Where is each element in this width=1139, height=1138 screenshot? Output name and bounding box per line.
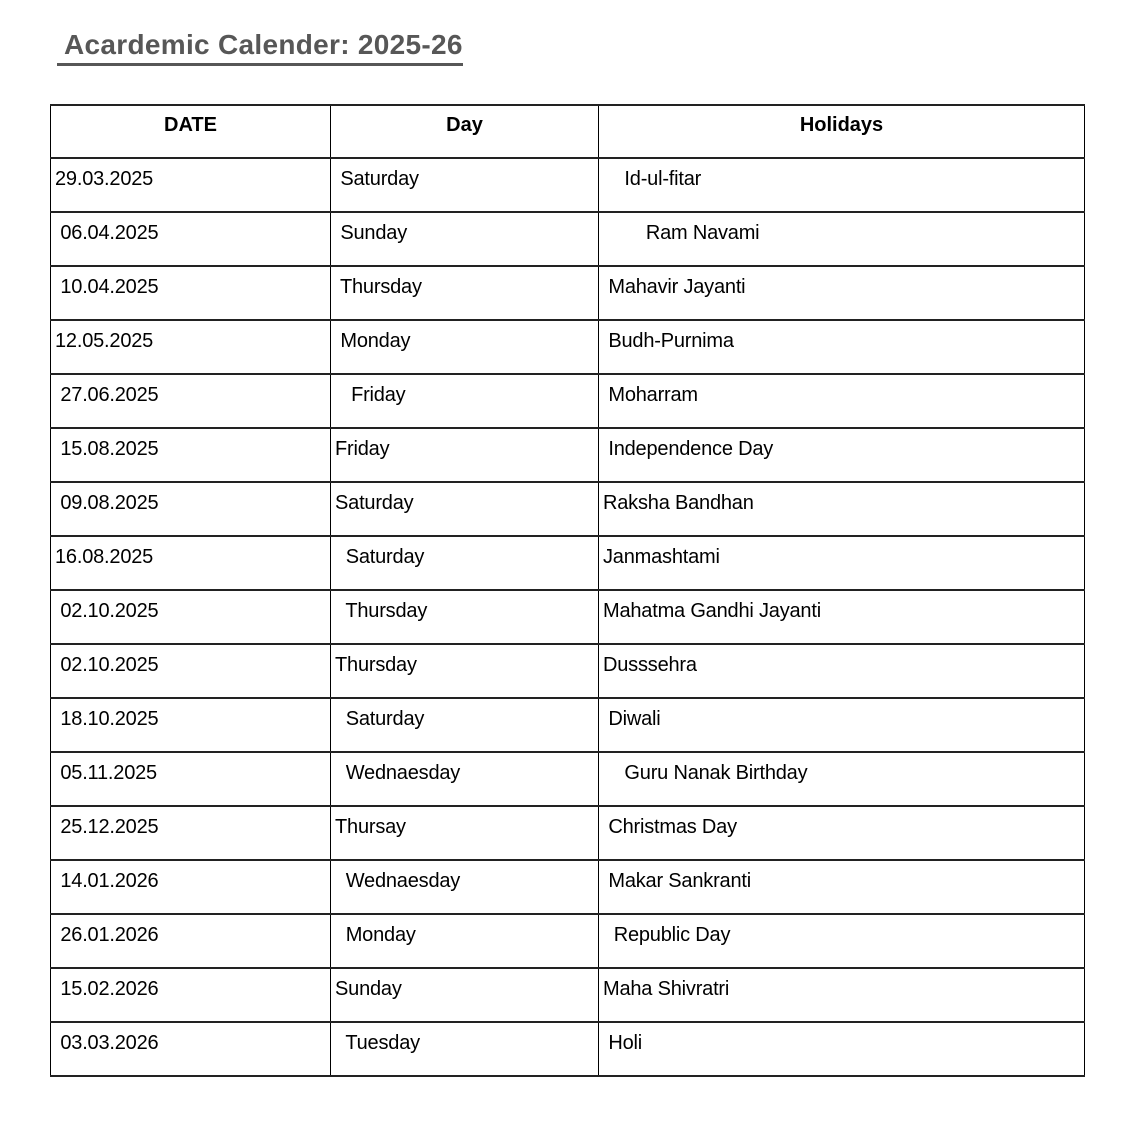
day-cell: Tuesday — [331, 1022, 599, 1076]
holiday-cell: Raksha Bandhan — [599, 482, 1085, 536]
date-cell: 15.08.2025 — [51, 428, 331, 482]
table-row — [51, 374, 1085, 428]
holiday-table-body — [51, 158, 1085, 1076]
page-title: Acardemic Calender: 2025-26 — [57, 28, 463, 66]
column-header-holidays: Holidays — [599, 105, 1085, 158]
day-cell: Sunday — [331, 212, 599, 266]
table-row — [51, 590, 1085, 644]
table-row — [51, 158, 1085, 212]
day-cell: Wednaesday — [331, 860, 599, 914]
day-cell: Thursday — [331, 590, 599, 644]
date-cell: 02.10.2025 — [51, 590, 331, 644]
day-cell: Thursday — [331, 266, 599, 320]
table-row — [51, 266, 1085, 320]
table-row — [51, 806, 1085, 860]
holiday-cell: Holi — [599, 1022, 1085, 1076]
day-cell: Saturday — [331, 536, 599, 590]
date-cell: 02.10.2025 — [51, 644, 331, 698]
date-cell: 05.11.2025 — [51, 752, 331, 806]
holiday-cell: Dusssehra — [599, 644, 1085, 698]
day-cell: Sunday — [331, 968, 599, 1022]
column-header-day: Day — [331, 105, 599, 158]
table-row — [51, 968, 1085, 1022]
header-row — [51, 105, 1085, 158]
date-cell: 06.04.2025 — [51, 212, 331, 266]
holiday-cell: Christmas Day — [599, 806, 1085, 860]
holiday-cell: Mahavir Jayanti — [599, 266, 1085, 320]
holiday-cell: Guru Nanak Birthday — [599, 752, 1085, 806]
table-row — [51, 644, 1085, 698]
date-cell: 15.02.2026 — [51, 968, 331, 1022]
day-cell: Wednaesday — [331, 752, 599, 806]
table-row — [51, 212, 1085, 266]
day-cell: Monday — [331, 914, 599, 968]
holiday-cell: Independence Day — [599, 428, 1085, 482]
day-cell: Friday — [331, 428, 599, 482]
holiday-cell: Budh-Purnima — [599, 320, 1085, 374]
table-row — [51, 698, 1085, 752]
date-cell: 16.08.2025 — [51, 536, 331, 590]
holiday-cell: Ram Navami — [599, 212, 1085, 266]
holiday-table — [50, 104, 1085, 1077]
holiday-cell: Republic Day — [599, 914, 1085, 968]
table-row — [51, 428, 1085, 482]
table-row — [51, 860, 1085, 914]
date-cell: 29.03.2025 — [51, 158, 331, 212]
date-cell: 10.04.2025 — [51, 266, 331, 320]
date-cell: 12.05.2025 — [51, 320, 331, 374]
holiday-cell: Diwali — [599, 698, 1085, 752]
day-cell: Thursday — [331, 644, 599, 698]
day-cell: Saturday — [331, 482, 599, 536]
day-cell: Saturday — [331, 158, 599, 212]
holiday-cell: Janmashtami — [599, 536, 1085, 590]
holiday-cell: Moharram — [599, 374, 1085, 428]
holiday-cell: Makar Sankranti — [599, 860, 1085, 914]
holiday-cell: Mahatma Gandhi Jayanti — [599, 590, 1085, 644]
date-cell: 18.10.2025 — [51, 698, 331, 752]
table-row — [51, 1022, 1085, 1076]
table-row — [51, 320, 1085, 374]
table-row — [51, 914, 1085, 968]
column-header-date: DATE — [51, 105, 331, 158]
date-cell: 27.06.2025 — [51, 374, 331, 428]
table-row — [51, 752, 1085, 806]
date-cell: 09.08.2025 — [51, 482, 331, 536]
day-cell: Thursay — [331, 806, 599, 860]
table-row — [51, 536, 1085, 590]
date-cell: 26.01.2026 — [51, 914, 331, 968]
table-row — [51, 482, 1085, 536]
date-cell: 03.03.2026 — [51, 1022, 331, 1076]
day-cell: Saturday — [331, 698, 599, 752]
date-cell: 14.01.2026 — [51, 860, 331, 914]
day-cell: Monday — [331, 320, 599, 374]
day-cell: Friday — [331, 374, 599, 428]
date-cell: 25.12.2025 — [51, 806, 331, 860]
holiday-cell: Maha Shivratri — [599, 968, 1085, 1022]
holiday-cell: Id-ul-fitar — [599, 158, 1085, 212]
